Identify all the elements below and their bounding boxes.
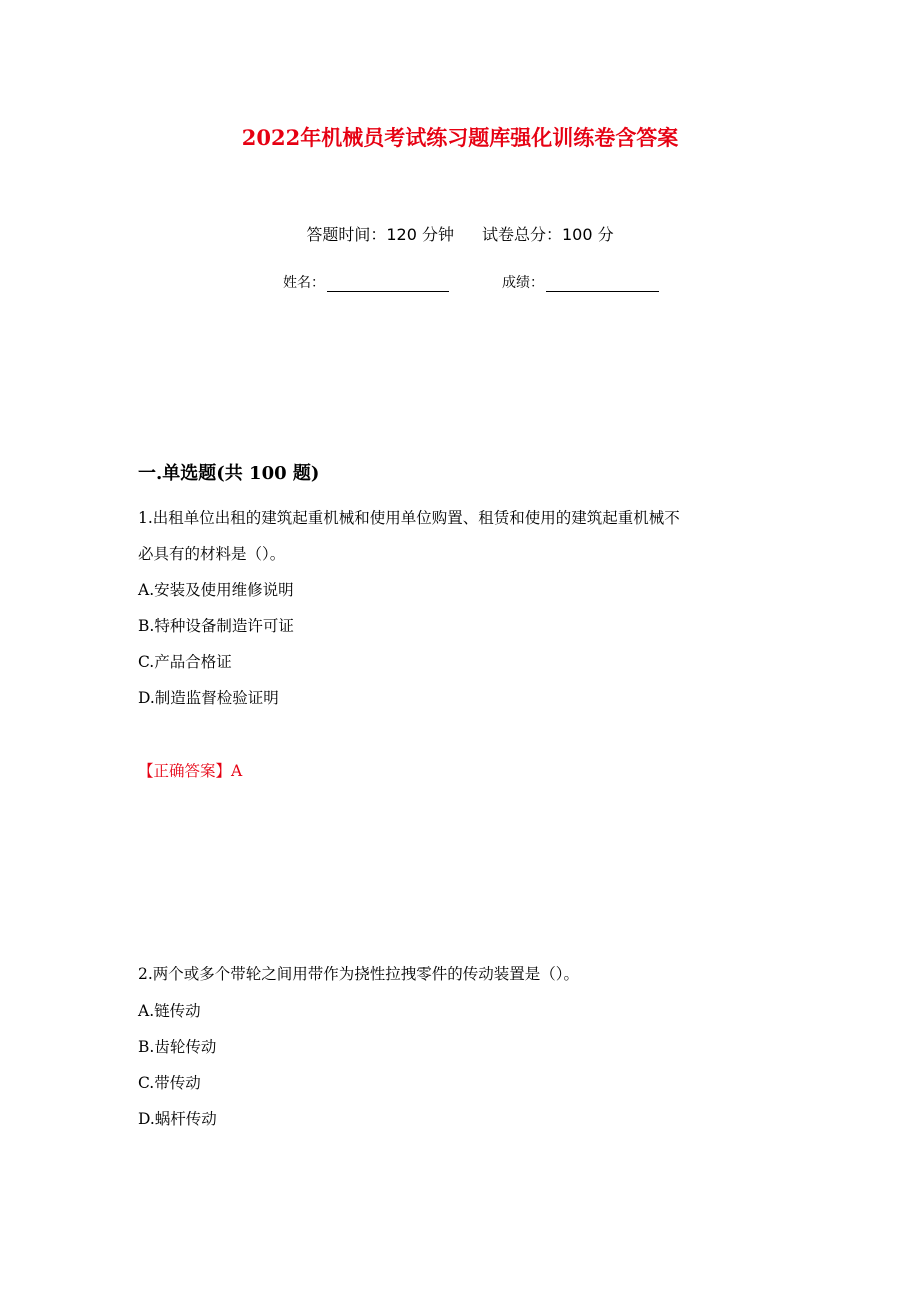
question-2-option-a: A.链传动 (138, 1002, 201, 1020)
page-title: 2022年机械员考试练习题库强化训练卷含答案 (241, 125, 679, 150)
question-2-option-b: B.齿轮传动 (138, 1038, 217, 1056)
time-label: 答题时间：120 分钟 (306, 225, 454, 244)
exam-meta (0, 222, 920, 245)
question-1-option-c: C.产品合格证 (138, 653, 232, 671)
question-1-option-a: A.安装及使用维修说明 (138, 581, 294, 599)
question-2-stem-line-1: 2.两个或多个带轮之间用带作为挠性拉拽零件的传动装置是（）。 (138, 965, 580, 983)
question-2-option-d: D.蜗杆传动 (138, 1110, 217, 1128)
name-field (283, 272, 449, 292)
grade-label: 成绩： (502, 275, 544, 291)
question-1-answer: 【正确答案】A (138, 762, 243, 780)
grade-blank[interactable] (546, 275, 659, 292)
question-1-stem-line-2: 必具有的材料是（）。 (138, 545, 286, 563)
score-label: 试卷总分：100 分 (482, 225, 614, 244)
question-1-stem-line-1: 1.出租单位出租的建筑起重机械和使用单位购置、租赁和使用的建筑起重机械不 (138, 509, 680, 527)
name-blank[interactable] (327, 275, 449, 292)
grade-field (502, 272, 659, 292)
question-1-option-d: D.制造监督检验证明 (138, 689, 279, 707)
section-heading: 一.单选题(共 100 题) (138, 463, 320, 484)
name-label: 姓名： (283, 275, 325, 291)
question-1-option-b: B.特种设备制造许可证 (138, 617, 294, 635)
question-2-option-c: C.带传动 (138, 1074, 201, 1092)
